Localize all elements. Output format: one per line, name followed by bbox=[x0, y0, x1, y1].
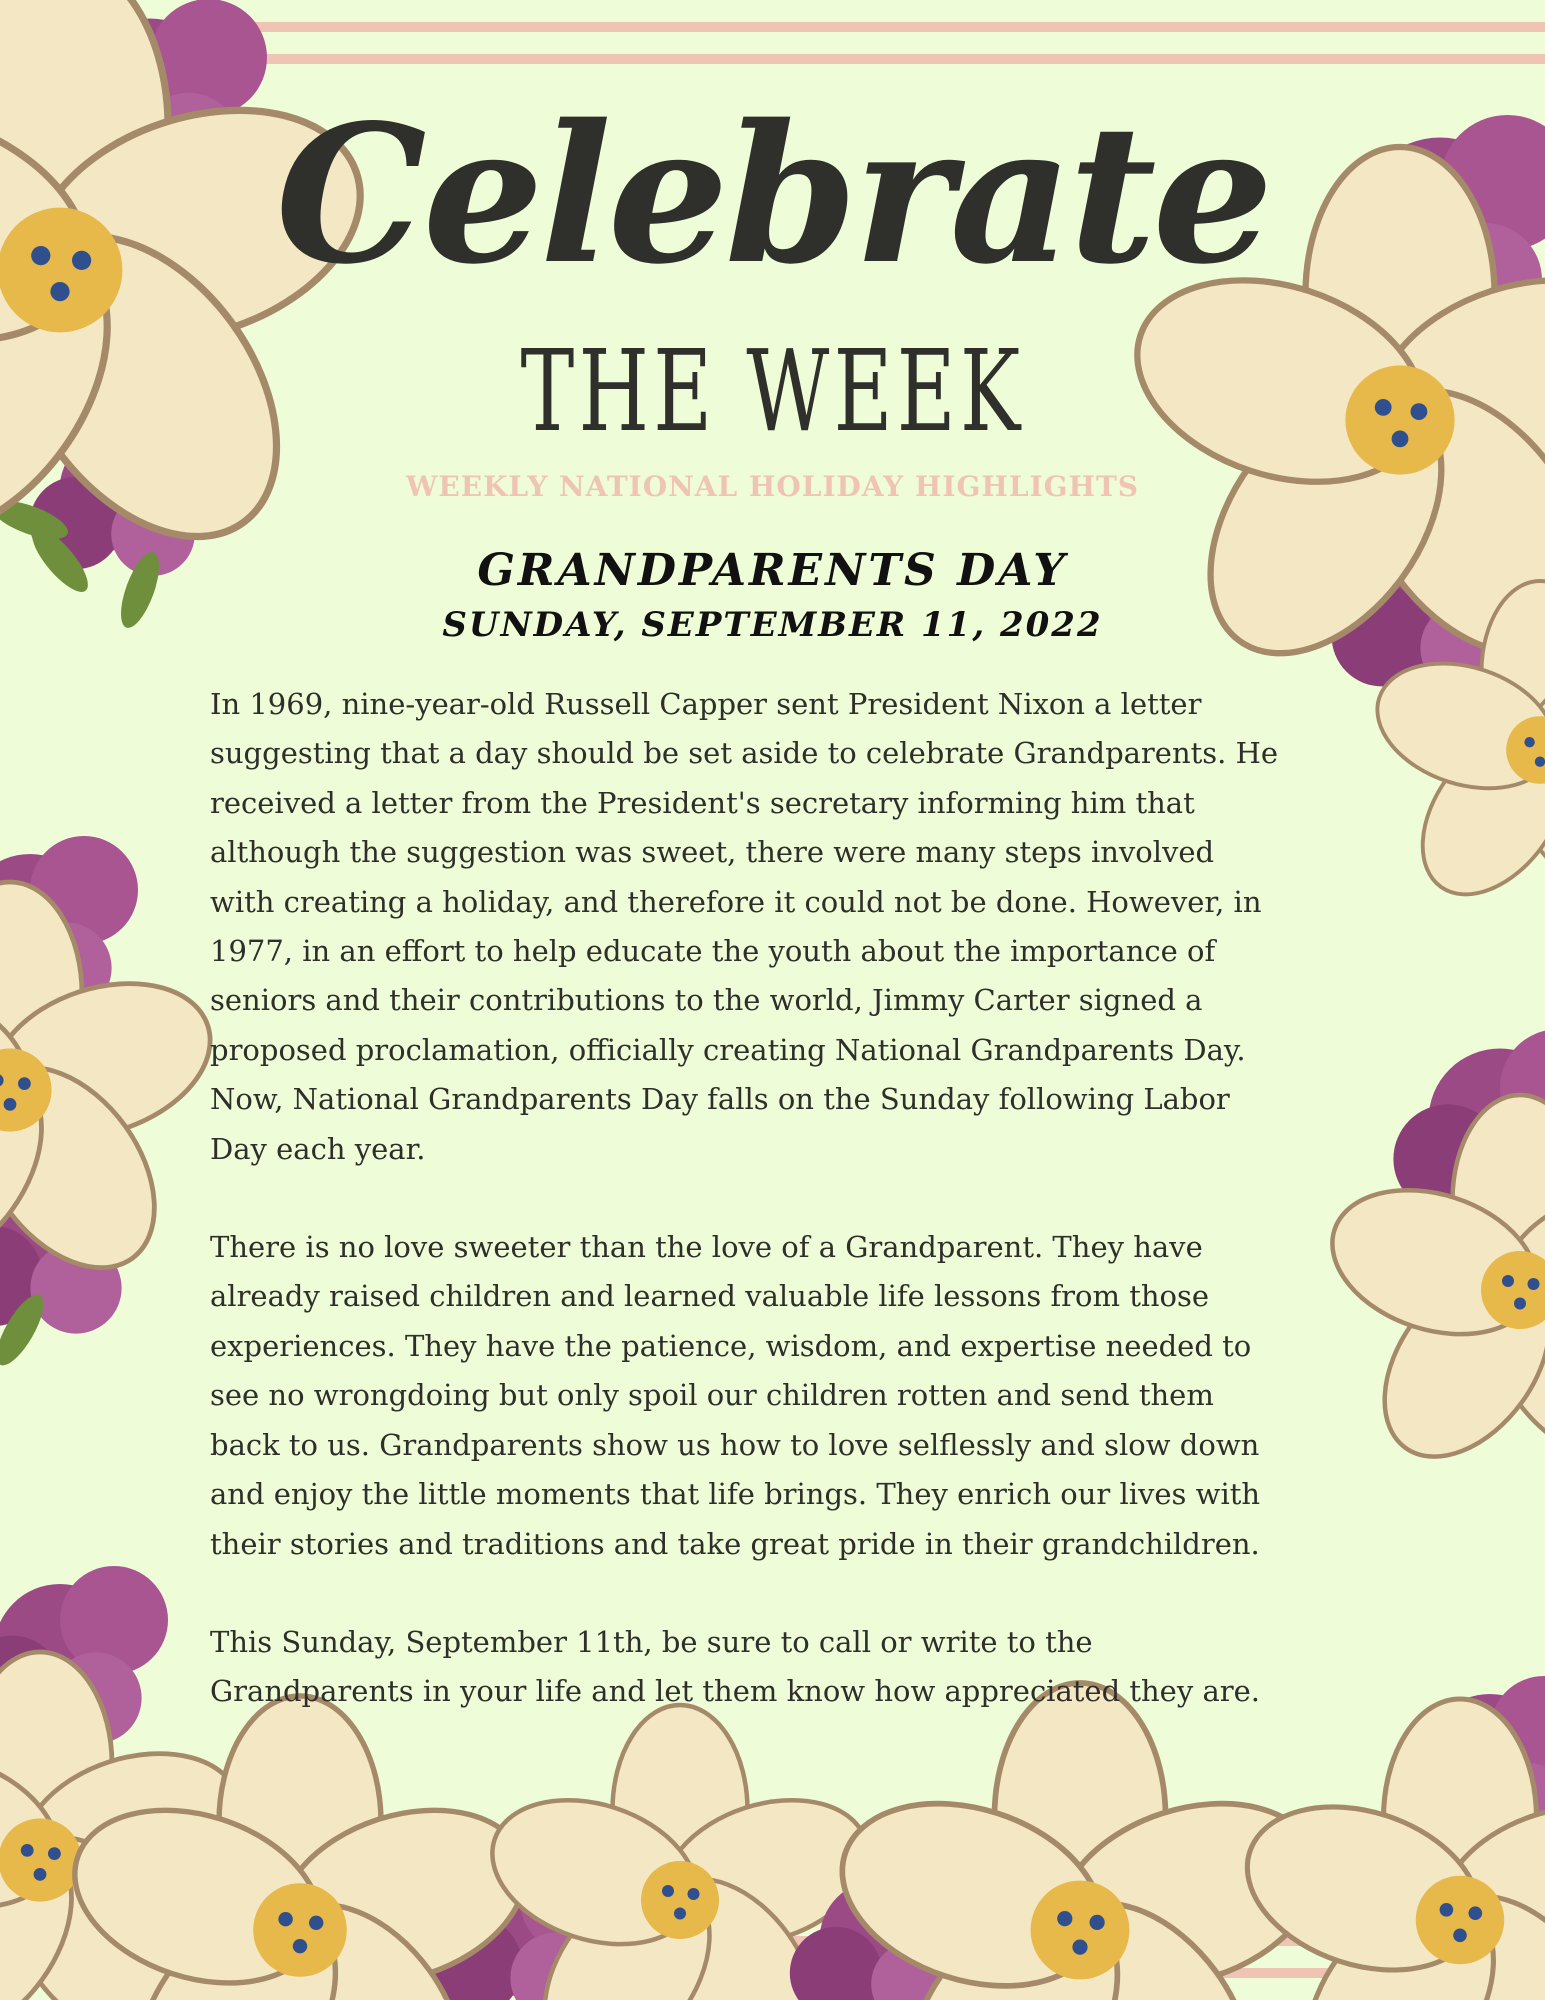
paragraph: There is no love sweeter than the love of a Grandparent. They have already raised children and learned valuable life lessons from those experiences. They have the patience, wisdom, and expertise needed to see no wrongdoing but only spoil our children rotten and send them back to us. Grandparents show us how to love selflessly and slow down and enjoy the little moments that life brings. They enrich our lives with their stories and traditions and take great pride in their grandchildren. bbox=[210, 1230, 1261, 1561]
holiday-date: SUNDAY, SEPTEMBER 11, 2022 bbox=[442, 605, 1103, 645]
tagline: WEEKLY NATIONAL HOLIDAY HIGHLIGHTS bbox=[405, 470, 1140, 503]
holiday-name: GRANDPARENTS DAY bbox=[477, 545, 1068, 596]
title-script: Celebrate bbox=[275, 83, 1270, 306]
title-block: THE WEEK bbox=[520, 327, 1025, 457]
floral-left-middle bbox=[0, 836, 230, 1372]
paragraph: In 1969, nine-year-old Russell Capper sent President Nixon a letter suggesting that a day should be set aside to celebrate Grandparents. He received a letter from the President's secretary informing him that although the suggestion was sweet, there were many steps involved with creating a holiday, and therefore it could not be done. However, in 1977, in an effort to help educate the youth about the importance of seniors and their contributions to the world, Jimmy Carter signed a proposed proclamation, officially creating National Grandparents Day. Now, National Grandparents Day falls on the Sunday following Labor Day each year. bbox=[210, 687, 1279, 1166]
paragraph: This Sunday, September 11th, be sure to call or write to the Grandparents in your life and let them know how appreciated they are. bbox=[210, 1624, 1260, 1709]
article-body bbox=[210, 680, 1350, 1766]
